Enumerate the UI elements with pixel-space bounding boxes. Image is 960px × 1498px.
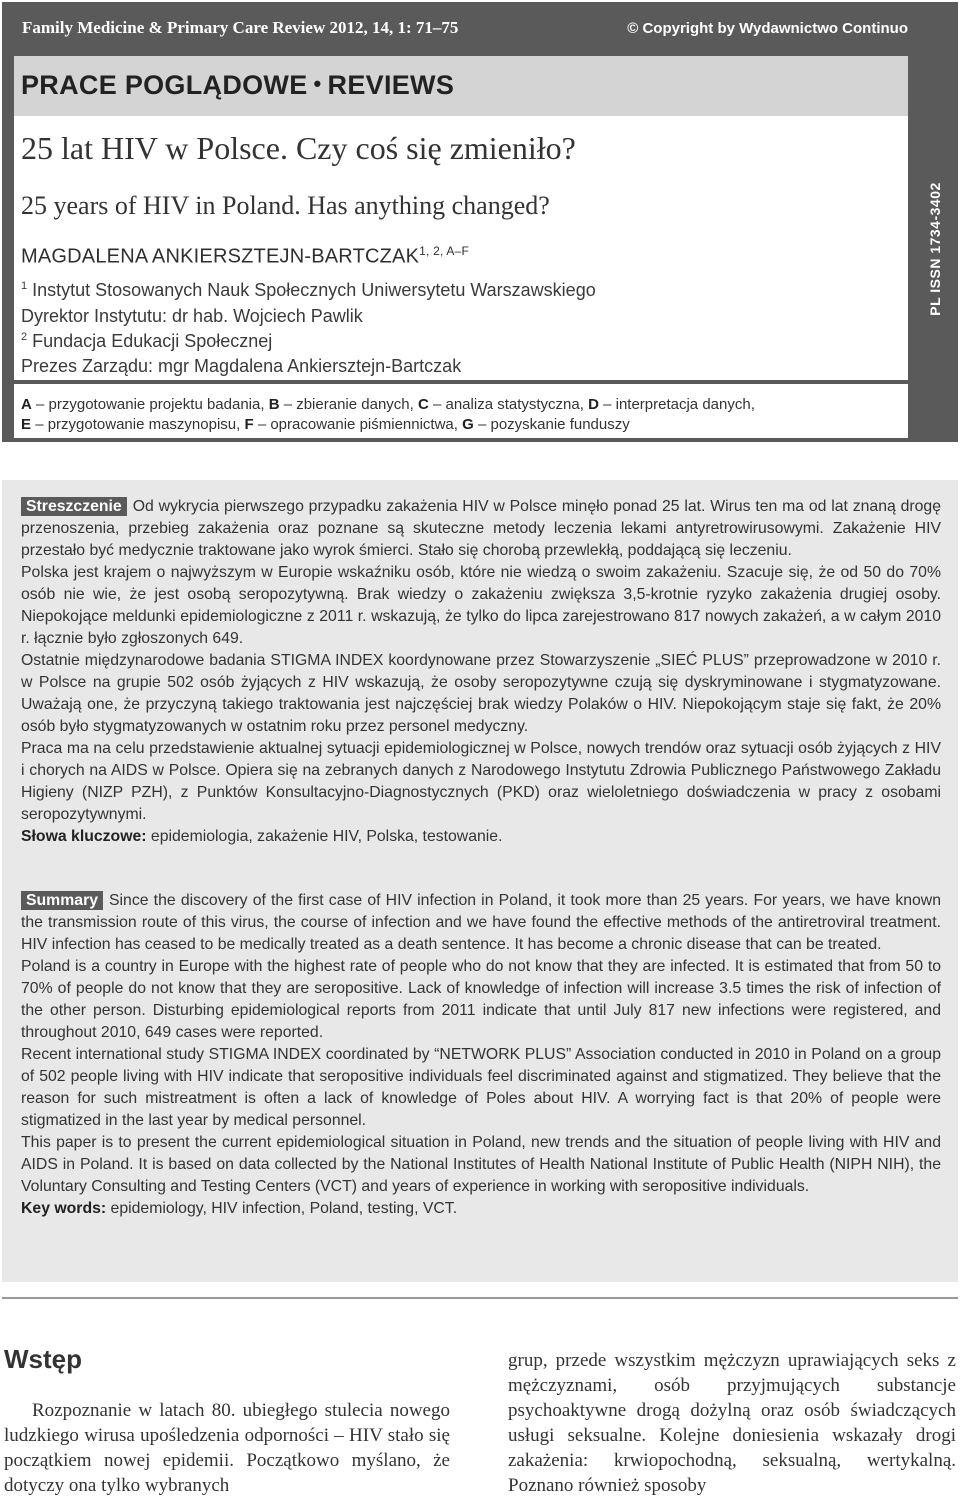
intro-heading: Wstęp bbox=[4, 1344, 82, 1374]
section-divider bbox=[2, 1297, 958, 1299]
affiliation-sup: 2 bbox=[21, 331, 28, 343]
contribution-code: C bbox=[417, 396, 429, 413]
keywords-label-pl: Słowa kluczowe: bbox=[21, 828, 147, 845]
contribution-dash: – bbox=[603, 396, 612, 413]
contribution-code: A bbox=[21, 396, 32, 413]
contribution-dash: – bbox=[432, 396, 442, 413]
affiliation-sup: 1 bbox=[21, 280, 28, 292]
abstract-paragraph bbox=[21, 496, 941, 562]
copyright-notice: © Copyright by Wydawnictwo Continuo bbox=[627, 20, 908, 37]
contribution-text: przygotowanie projektu badania, bbox=[48, 396, 265, 413]
author-superscript: 1, 2, A–F bbox=[419, 244, 469, 258]
article-title-en: 25 years of HIV in Poland. Has anything changed? bbox=[21, 191, 550, 220]
abstract-en bbox=[21, 890, 941, 1220]
contribution-code: F bbox=[244, 416, 254, 433]
affiliation-line bbox=[21, 356, 461, 377]
journal-bar bbox=[2, 2, 958, 56]
abstract-paragraph: Praca ma na celu przedstawienie aktualnej sytuacji epidemiologicznej w Polsce, nowych trendów oraz sytuacji osób żyjących z HIV i chorych na AIDS w Polsce. Opiera się na zebranych danych z Narodowego Instytutu Zdrowia Publicznego Państwowego Zakładu Higieny (NIZP PZH), z Punktów Konsultacyjno-Diagnostycznych (PKD) oraz wieloletniego doświadczenia w pracy z osobami seropozytywnymi. bbox=[21, 740, 941, 823]
affiliation-text: Dyrektor Instytutu: dr hab. Wojciech Pawlik bbox=[21, 306, 363, 326]
abstract-paragraph: Recent international study STIGMA INDEX coordinated by “NETWORK PLUS” Association conducted in 2010 in Poland on a group of 502 people living with HIV indicate that seropositive individuals feel discriminated against and stigmatized. They believe that the reason for such mistreatment is often a lack of knowledge of Poles about HIV. A worrying fact is that 20% of people were stigmatized in the last year by medical personnel. bbox=[21, 1046, 941, 1129]
author-name-text: MAGDALENA ANKIERSZTEJN-BARTCZAK bbox=[21, 245, 420, 268]
article-title-pl: 25 lat HIV w Polsce. Czy coś się zmieniło? bbox=[21, 130, 576, 166]
contributions-line bbox=[21, 396, 755, 413]
contribution-dash: – bbox=[283, 396, 293, 413]
abstract-paragraph: Polska jest krajem o najwyższym w Europie wskaźniku osób, które nie wiedzą o swoim zakażeniu. Szacuje się, że od 50 do 70% osób nie wie, że jest osobą seropozytywną. Brak wiedzy o zakażeniu zwiększa 3,5-krotnie ryzyko zakażenia drugiej osoby. Niepokojące meldunki epidemiologiczne z 2011 r. wskazują, że tylko do lipca zarejestrowano 817 nowych zakażeń, a w całym 2010 r. łącznie było zgłoszonych 649. bbox=[21, 564, 941, 647]
contribution-dash: – bbox=[477, 416, 487, 433]
issn-sidebar bbox=[912, 56, 958, 442]
affiliation-text: Fundacja Edukacji Społecznej bbox=[32, 331, 273, 351]
contribution-code: B bbox=[268, 396, 280, 413]
author-affiliations bbox=[14, 236, 908, 380]
abstract-paragraph: Ostatnie międzynarodowe badania STIGMA INDEX koordynowane przez Stowarzyszenie „SIEĆ PLUS” przeprowadzone w 2010 r. w Polsce na grupie 502 osób żyjących z HIV wskazują, że osoby seropozytywne czują się dyskryminowane i stygmatyzowane. Uważają one, że przyczyną takiego traktowania jest najczęściej brak wiedzy Polaków o HIV. Niepokojącym staje się fakt, że 20% osób było stygmatyzowanych w ostatnim roku przez personel medyczny. bbox=[21, 652, 941, 735]
body-column-right: grup, przede wszystkim mężczyzn uprawiających seks z mężczyznami, osób przyjmujących substancje psychoaktywne drogą dożylną oraz osób świadczących usługi seksualne. Kolejne doniesienia wskazały drogi zakażenia: krwiopochodną, seksualną, wertykalną. Poznano również sposoby bbox=[508, 1350, 956, 1496]
keywords-en: epidemiology, HIV infection, Poland, testing, VCT. bbox=[110, 1200, 458, 1217]
contribution-dash: – bbox=[36, 396, 45, 413]
abstract-pl bbox=[21, 496, 941, 848]
journal-citation: Family Medicine & Primary Care Review 2012, 14, 1: 71–75 bbox=[22, 18, 459, 37]
affiliation-line bbox=[21, 306, 363, 327]
section-name-pl: PRACE POGLĄDOWE bbox=[21, 70, 308, 100]
contributions-line bbox=[21, 416, 630, 433]
body-column-left: Rozpoznanie w latach 80. ubiegłego stulecia nowego ludzkiego wirusa upośledzenia odporności – HIV stało się początkiem nowej epidemii. Początkowo myślano, że dotyczy ona tylko wybranych bbox=[4, 1400, 450, 1496]
abstract-paragraph-text: Od wykrycia pierwszego przypadku zakażenia HIV w Polsce minęło ponad 25 lat. Wirus ten ma od lat znaną drogę przenoszenia, przebieg zakażenia oraz poznane są skuteczne metody leczenia lekami antyretrowirusowymi. Zakażenie HIV przestało być medycznie traktowane jako wyrok śmierci. Stało się chorobą przewlekłą, poddającą się leczeniu. bbox=[21, 498, 941, 559]
abstract-label-en: Summary bbox=[21, 891, 103, 910]
contribution-text: zbieranie danych, bbox=[296, 396, 414, 413]
affiliation-line bbox=[21, 331, 272, 352]
abstract-paragraph-text: Since the discovery of the first case of HIV infection in Poland, it took more than 25 years. For years, we have known the transmission route of this virus, the course of infection and we have found the effective methods of the antiretroviral treatment. HIV infection has ceased to be medically treated as a death sentence. It has become a chronic disease that can be treated. bbox=[21, 892, 941, 953]
contribution-code: E bbox=[21, 416, 32, 433]
section-name-en: REVIEWS bbox=[327, 70, 455, 100]
abstract-paragraph: This paper is to present the current epidemiological situation in Poland, new trends and the situation of people living with HIV and AIDS in Poland. It is based on data collected by the National Institutes of Health National Institute of Public Health (NIPH NIH), the Voluntary Consulting and Testing Centers (VCT) and years of experience in working with seropositive individuals. bbox=[21, 1134, 941, 1195]
section-heading bbox=[21, 70, 454, 101]
affiliation-text: Prezes Zarządu: mgr Magdalena Ankiersztejn-Bartczak bbox=[21, 356, 462, 376]
issn-label: PL ISSN 1734-3402 bbox=[927, 182, 943, 316]
keywords-label-en: Key words: bbox=[21, 1200, 107, 1217]
affiliation-line bbox=[21, 280, 596, 301]
contribution-text: pozyskanie funduszy bbox=[490, 416, 630, 433]
contribution-text: opracowanie piśmiennictwa, bbox=[270, 416, 458, 433]
section-separator: • bbox=[313, 71, 322, 96]
contribution-text: analiza statystyczna, bbox=[445, 396, 584, 413]
contribution-code: D bbox=[588, 396, 599, 413]
title-band bbox=[14, 116, 908, 240]
contribution-dash: – bbox=[35, 416, 44, 433]
contribution-text: interpretacja danych, bbox=[615, 396, 755, 413]
keywords-line-en bbox=[21, 1198, 941, 1220]
contribution-code: G bbox=[462, 416, 474, 433]
keywords-line-pl bbox=[21, 826, 941, 848]
abstract-label-pl: Streszczenie bbox=[21, 497, 127, 516]
keywords-pl: epidemiologia, zakażenie HIV, Polska, testowanie. bbox=[150, 828, 503, 845]
contribution-dash: – bbox=[257, 416, 267, 433]
abstract-paragraph bbox=[21, 890, 941, 956]
contribution-text: przygotowanie maszynopisu, bbox=[47, 416, 241, 433]
abstract-box bbox=[2, 480, 958, 1282]
abstract-paragraph: Poland is a country in Europe with the highest rate of people who do not know that they are infected. It is estimated that from 50 to 70% of people do not know that they are seropositive. Lack of knowledge of infection will increase 3.5 times the risk of infection of the other person. Disturbing epidemiological reports from 2011 indicate that until July 817 new infections were registered, and throughout 2010, 649 cases were reported. bbox=[21, 958, 941, 1041]
affiliation-text: Instytut Stosowanych Nauk Społecznych Uniwersytetu Warszawskiego bbox=[32, 280, 596, 300]
author-contributions bbox=[14, 384, 908, 438]
author-name bbox=[21, 244, 469, 269]
